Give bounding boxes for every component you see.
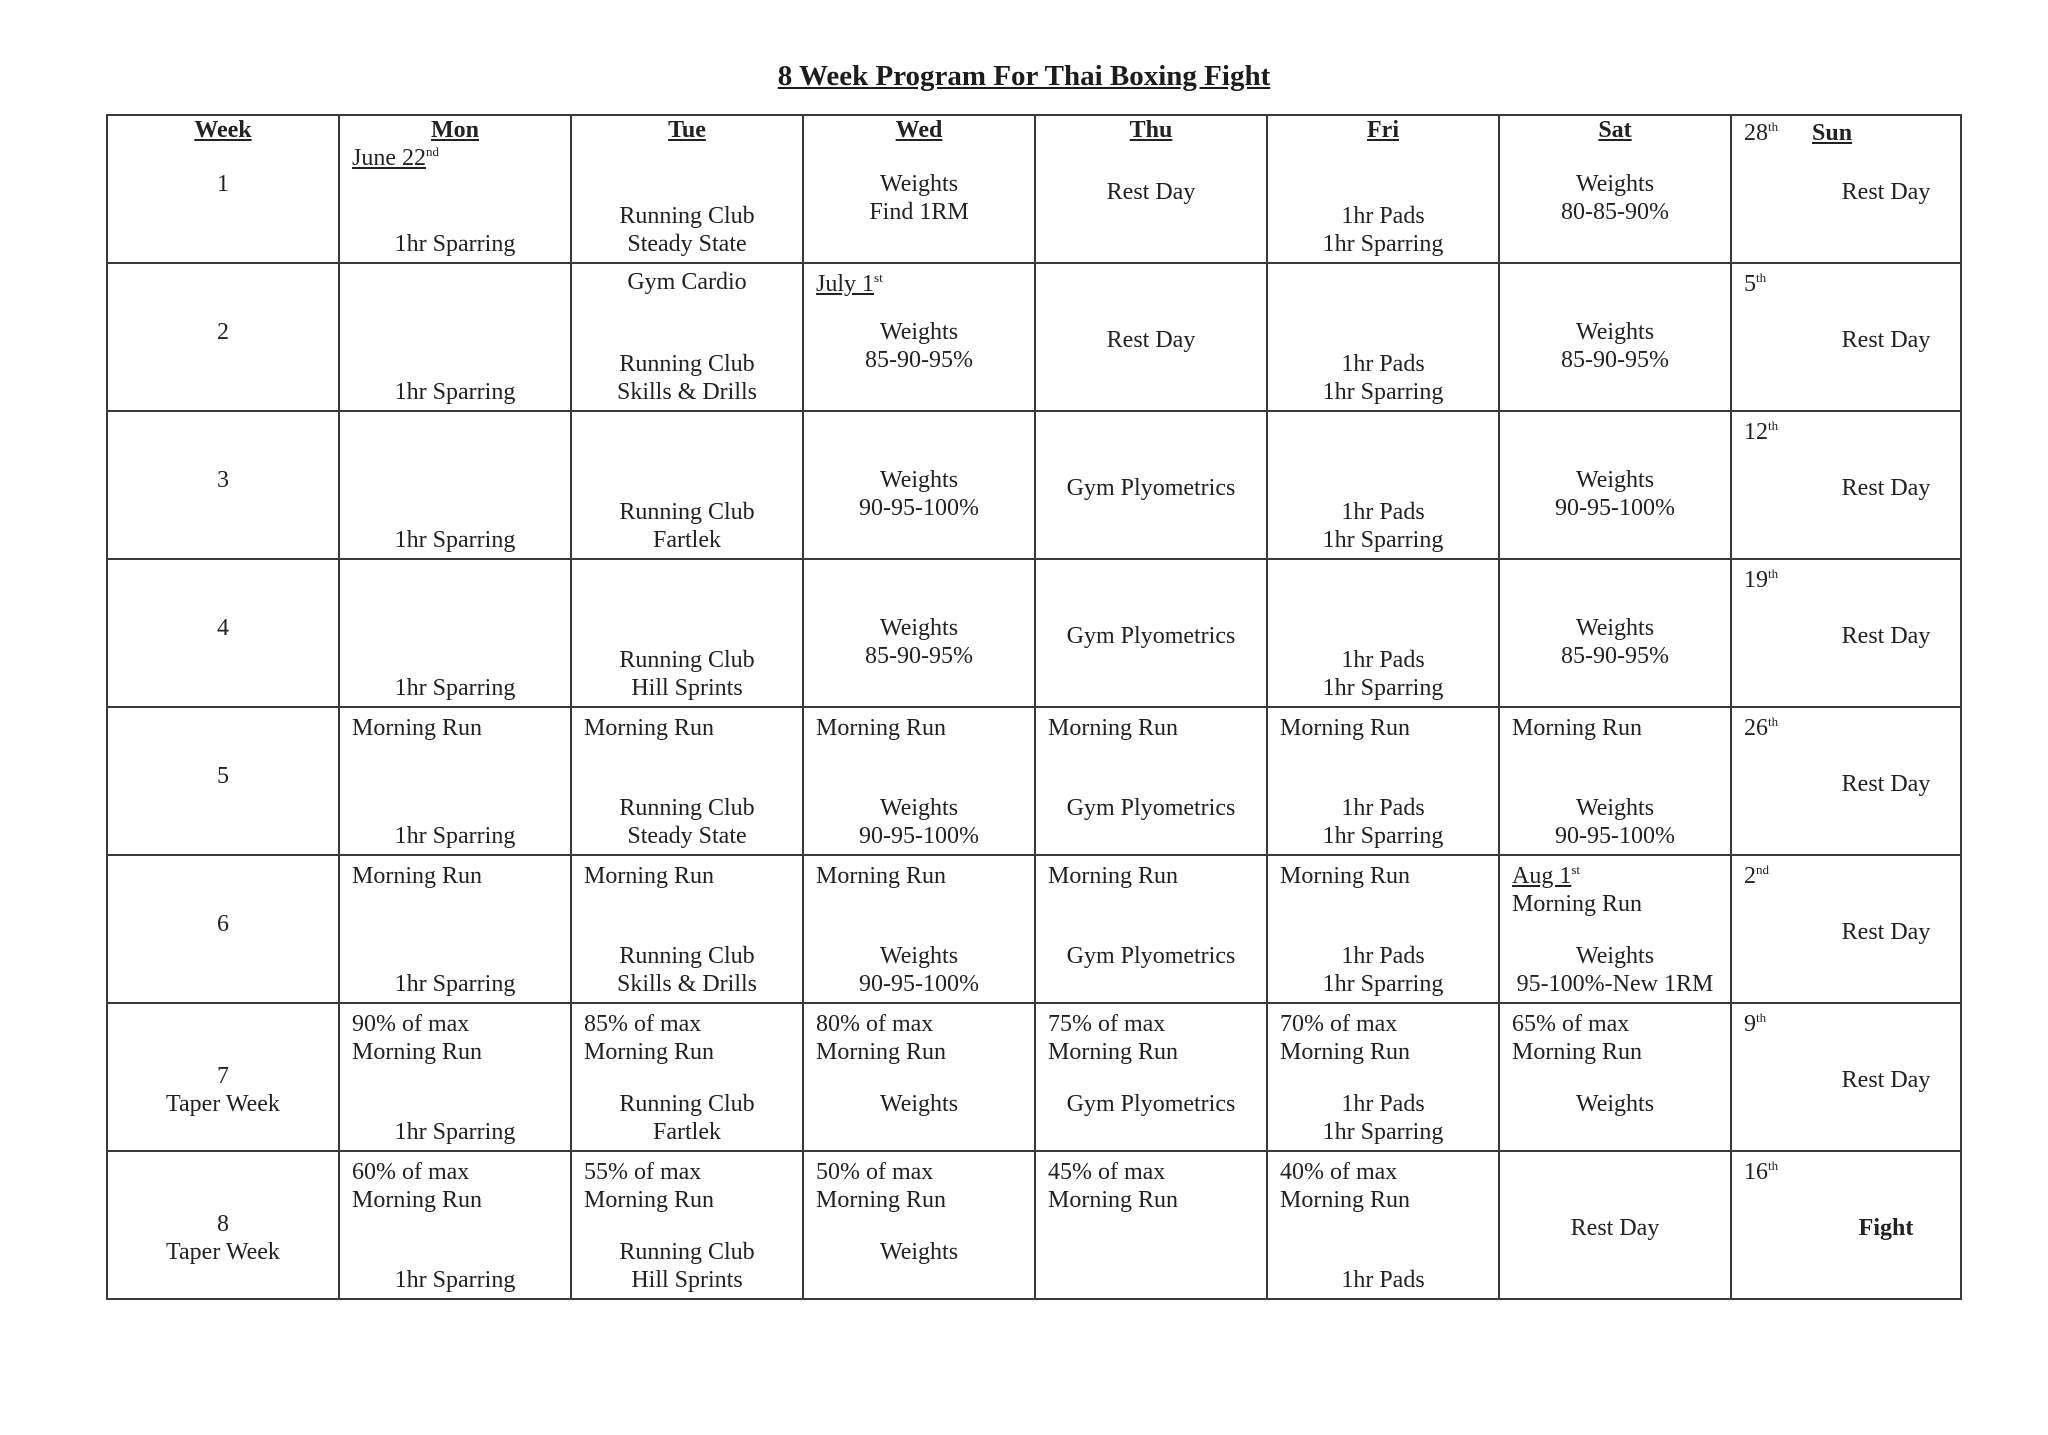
date-label: 16 xyxy=(1744,1159,1768,1185)
day-cell-mon xyxy=(339,1003,571,1151)
session-text: Gym Plyometrics xyxy=(1066,623,1236,649)
day-cell-sun xyxy=(1731,855,1961,1003)
day-cell-tue xyxy=(571,411,803,559)
date-suffix: nd xyxy=(426,144,439,159)
week-label: Taper Week xyxy=(166,1091,280,1117)
session-text: Hill Sprints xyxy=(631,1267,743,1293)
session-text: Morning Run xyxy=(352,715,483,741)
session-text: Rest Day xyxy=(1106,327,1196,353)
session-text: Morning Run xyxy=(1048,1039,1179,1065)
session-text: Morning Run xyxy=(584,715,715,741)
date-suffix: th xyxy=(1768,1158,1779,1173)
session-text: Morning Run xyxy=(352,1039,483,1065)
date-suffix: th xyxy=(1768,566,1779,581)
day-cell-sat xyxy=(1499,411,1731,559)
day-cell-thu xyxy=(1035,115,1267,263)
week-cell xyxy=(107,1003,339,1151)
session-text: Weights xyxy=(1575,319,1655,345)
date-label: 5 xyxy=(1744,271,1756,297)
day-cell-thu xyxy=(1035,855,1267,1003)
session-text: Rest Day xyxy=(1841,919,1931,945)
session-text: Running Club xyxy=(619,499,755,525)
session-text: 1hr Sparring xyxy=(1322,971,1444,997)
session-text: Steady State xyxy=(627,231,747,257)
week-number: 2 xyxy=(217,319,229,345)
session-text: Weights xyxy=(1575,943,1655,969)
day-cell-fri xyxy=(1267,707,1499,855)
date-label: Aug 1 xyxy=(1512,863,1572,889)
week-number: 3 xyxy=(217,467,229,493)
day-cell-tue xyxy=(571,855,803,1003)
day-cell-tue xyxy=(571,263,803,411)
session-text: Morning Run xyxy=(352,1187,483,1213)
day-cell-thu xyxy=(1035,411,1267,559)
session-text: 85-90-95% xyxy=(865,347,973,373)
week-number: 6 xyxy=(217,911,229,937)
session-text: Morning Run xyxy=(816,1039,947,1065)
date-label: 26 xyxy=(1744,715,1768,741)
session-text: Morning Run xyxy=(1280,1039,1411,1065)
session-text: Gym Plyometrics xyxy=(1066,1091,1236,1117)
session-text: Weights xyxy=(879,795,959,821)
session-text: 1hr Pads xyxy=(1341,943,1425,969)
session-text: Morning Run xyxy=(1048,715,1179,741)
week-number: 8 xyxy=(217,1211,229,1237)
session-text: Running Club xyxy=(619,647,755,673)
day-cell-sun xyxy=(1731,263,1961,411)
session-text: 1hr Sparring xyxy=(1322,231,1444,257)
session-text: Morning Run xyxy=(584,863,715,889)
session-text: 60% of max xyxy=(352,1159,470,1185)
session-text: 1hr Pads xyxy=(1341,351,1425,377)
day-cell-fri xyxy=(1267,1151,1499,1299)
session-text: 1hr Pads xyxy=(1341,1267,1425,1293)
header-sun: Sun xyxy=(1812,120,1853,146)
session-text: 1hr Pads xyxy=(1341,203,1425,229)
day-cell-sun xyxy=(1731,707,1961,855)
date-label: 2 xyxy=(1744,863,1756,889)
table-row xyxy=(107,559,1961,707)
day-cell-wed xyxy=(803,855,1035,1003)
session-text: Morning Run xyxy=(1048,863,1179,889)
session-text: Weights xyxy=(879,1091,959,1117)
week-cell xyxy=(107,411,339,559)
day-cell-sun xyxy=(1731,1151,1961,1299)
session-text: 1hr Sparring xyxy=(394,971,516,997)
week-number: 7 xyxy=(217,1063,229,1089)
session-text: 85-90-95% xyxy=(1561,643,1669,669)
session-text: Weights xyxy=(1575,171,1655,197)
session-text: Gym Plyometrics xyxy=(1066,943,1236,969)
day-cell-fri xyxy=(1267,855,1499,1003)
session-text: Morning Run xyxy=(584,1039,715,1065)
session-text: 90-95-100% xyxy=(859,823,979,849)
table-row xyxy=(107,115,1961,263)
week-cell xyxy=(107,559,339,707)
week-cell xyxy=(107,707,339,855)
session-text: 50% of max xyxy=(816,1159,934,1185)
date-suffix: nd xyxy=(1756,862,1769,877)
table-row xyxy=(107,855,1961,1003)
week-cell xyxy=(107,855,339,1003)
session-text: Rest Day xyxy=(1841,1067,1931,1093)
session-text: 85-90-95% xyxy=(1561,347,1669,373)
session-text: 1hr Pads xyxy=(1341,795,1425,821)
session-text: 1hr Sparring xyxy=(1322,823,1444,849)
header-thu: Thu xyxy=(1129,117,1173,143)
day-cell-fri xyxy=(1267,411,1499,559)
session-text: Skills & Drills xyxy=(616,971,758,997)
session-text: Weights xyxy=(1575,615,1655,641)
session-text: Rest Day xyxy=(1841,327,1931,353)
session-text: Rest Day xyxy=(1841,475,1931,501)
session-text: Morning Run xyxy=(1512,715,1643,741)
day-cell-sun xyxy=(1731,1003,1961,1151)
session-text: Weights xyxy=(879,171,959,197)
session-text: 95-100%-New 1RM xyxy=(1516,971,1714,997)
day-cell-mon xyxy=(339,559,571,707)
session-text: 1hr Sparring xyxy=(394,1267,516,1293)
session-text: 90% of max xyxy=(352,1011,470,1037)
date-suffix: th xyxy=(1768,418,1779,433)
session-text: 40% of max xyxy=(1280,1159,1398,1185)
day-cell-tue xyxy=(571,707,803,855)
date-suffix: st xyxy=(874,270,883,285)
session-text: Fartlek xyxy=(653,1119,721,1145)
session-text: Morning Run xyxy=(1048,1187,1179,1213)
day-cell-mon xyxy=(339,855,571,1003)
session-text: Weights xyxy=(1575,467,1655,493)
session-text: Weights xyxy=(1575,795,1655,821)
session-text: Morning Run xyxy=(1280,1187,1411,1213)
week-cell xyxy=(107,1151,339,1299)
week-cell xyxy=(107,115,339,263)
session-text: Weights xyxy=(1575,1091,1655,1117)
session-text: 45% of max xyxy=(1048,1159,1166,1185)
day-cell-sat xyxy=(1499,855,1731,1003)
session-text: Find 1RM xyxy=(869,199,969,225)
session-text: Running Club xyxy=(619,351,755,377)
day-cell-wed xyxy=(803,411,1035,559)
day-cell-wed xyxy=(803,115,1035,263)
table-row xyxy=(107,411,1961,559)
day-cell-thu xyxy=(1035,263,1267,411)
day-cell-tue xyxy=(571,559,803,707)
date-label: June 22 xyxy=(352,145,426,171)
header-sat: Sat xyxy=(1598,117,1632,143)
week-cell xyxy=(107,263,339,411)
session-text: 90-95-100% xyxy=(859,971,979,997)
header-week: Week xyxy=(194,117,252,143)
day-cell-sat xyxy=(1499,1151,1731,1299)
session-text: Running Club xyxy=(619,943,755,969)
day-cell-sun xyxy=(1731,559,1961,707)
session-text: 75% of max xyxy=(1048,1011,1166,1037)
session-text: Morning Run xyxy=(584,1187,715,1213)
week-number: 5 xyxy=(217,763,229,789)
session-text: Morning Run xyxy=(816,715,947,741)
session-text: 1hr Pads xyxy=(1341,499,1425,525)
day-cell-tue xyxy=(571,115,803,263)
session-text: 85-90-95% xyxy=(865,643,973,669)
day-cell-sun xyxy=(1731,411,1961,559)
session-text: Weights xyxy=(879,943,959,969)
date-label: 28 xyxy=(1744,120,1768,146)
session-text: 90-95-100% xyxy=(1555,495,1675,521)
day-cell-mon xyxy=(339,707,571,855)
session-text: 1hr Sparring xyxy=(394,675,516,701)
session-text: Fartlek xyxy=(653,527,721,553)
date-label: 12 xyxy=(1744,419,1768,445)
session-text: Morning Run xyxy=(352,863,483,889)
header-wed: Wed xyxy=(895,117,943,143)
schedule-table xyxy=(106,114,1962,1300)
day-cell-fri xyxy=(1267,559,1499,707)
session-text: Running Club xyxy=(619,1091,755,1117)
date-suffix: th xyxy=(1756,270,1767,285)
day-cell-tue xyxy=(571,1003,803,1151)
day-cell-tue xyxy=(571,1151,803,1299)
date-label: 19 xyxy=(1744,567,1768,593)
session-text: 1hr Pads xyxy=(1341,647,1425,673)
session-text: 90-95-100% xyxy=(1555,823,1675,849)
session-text: 80-85-90% xyxy=(1561,199,1669,225)
date-suffix: th xyxy=(1768,119,1779,134)
session-text: Running Club xyxy=(619,1239,755,1265)
date-suffix: th xyxy=(1756,1010,1767,1025)
session-text: Morning Run xyxy=(1280,863,1411,889)
session-text: Rest Day xyxy=(1570,1215,1660,1241)
session-text: Rest Day xyxy=(1841,623,1931,649)
session-text: Gym Cardio xyxy=(627,269,747,295)
day-cell-sat xyxy=(1499,115,1731,263)
session-text: Steady State xyxy=(627,823,747,849)
session-text: 1hr Sparring xyxy=(394,527,516,553)
session-text: 1hr Sparring xyxy=(1322,527,1444,553)
session-text: 1hr Sparring xyxy=(1322,675,1444,701)
day-cell-mon xyxy=(339,115,571,263)
day-cell-sat xyxy=(1499,559,1731,707)
day-cell-sat xyxy=(1499,1003,1731,1151)
session-text: 1hr Sparring xyxy=(1322,1119,1444,1145)
session-text: Hill Sprints xyxy=(631,675,743,701)
table-row xyxy=(107,707,1961,855)
date-suffix: th xyxy=(1768,714,1779,729)
session-text: Weights xyxy=(879,467,959,493)
session-text: 1hr Pads xyxy=(1341,1091,1425,1117)
day-cell-mon xyxy=(339,1151,571,1299)
session-text: 70% of max xyxy=(1280,1011,1398,1037)
session-text: Gym Plyometrics xyxy=(1066,475,1236,501)
day-cell-thu xyxy=(1035,707,1267,855)
day-cell-wed xyxy=(803,559,1035,707)
day-cell-wed xyxy=(803,707,1035,855)
day-cell-wed xyxy=(803,263,1035,411)
session-text: 55% of max xyxy=(584,1159,702,1185)
session-text: Rest Day xyxy=(1841,179,1931,205)
page-title: 8 Week Program For Thai Boxing Fight xyxy=(777,60,1271,92)
table-row xyxy=(107,263,1961,411)
day-cell-mon xyxy=(339,263,571,411)
header-mon: Mon xyxy=(431,117,479,143)
session-text: 65% of max xyxy=(1512,1011,1630,1037)
session-text: 1hr Sparring xyxy=(394,379,516,405)
day-cell-fri xyxy=(1267,1003,1499,1151)
day-cell-thu xyxy=(1035,1151,1267,1299)
session-text: 90-95-100% xyxy=(859,495,979,521)
table-row xyxy=(107,1151,1961,1299)
day-cell-sat xyxy=(1499,707,1731,855)
session-text: Weights xyxy=(879,615,959,641)
header-tue: Tue xyxy=(668,117,706,143)
table-row xyxy=(107,1003,1961,1151)
session-text: 1hr Sparring xyxy=(1322,379,1444,405)
day-cell-fri xyxy=(1267,263,1499,411)
session-text: 1hr Sparring xyxy=(394,231,516,257)
week-label: Taper Week xyxy=(166,1239,280,1265)
session-text: Rest Day xyxy=(1106,179,1196,205)
day-cell-mon xyxy=(339,411,571,559)
session-text: Morning Run xyxy=(1512,891,1643,917)
session-text: Skills & Drills xyxy=(616,379,758,405)
week-number: 1 xyxy=(217,171,229,197)
session-text: Weights xyxy=(879,319,959,345)
date-label: 9 xyxy=(1744,1011,1756,1037)
session-text: Running Club xyxy=(619,795,755,821)
session-text: Fight xyxy=(1858,1215,1914,1241)
session-text: Morning Run xyxy=(1512,1039,1643,1065)
session-text: 1hr Sparring xyxy=(394,1119,516,1145)
header-fri: Fri xyxy=(1367,117,1399,143)
session-text: Morning Run xyxy=(816,1187,947,1213)
session-text: 85% of max xyxy=(584,1011,702,1037)
day-cell-thu xyxy=(1035,1003,1267,1151)
session-text: Running Club xyxy=(619,203,755,229)
session-text: 1hr Sparring xyxy=(394,823,516,849)
date-suffix: st xyxy=(1571,862,1581,877)
day-cell-thu xyxy=(1035,559,1267,707)
day-cell-wed xyxy=(803,1151,1035,1299)
day-cell-sun xyxy=(1731,115,1961,263)
session-text: Morning Run xyxy=(1280,715,1411,741)
session-text: Rest Day xyxy=(1841,771,1931,797)
session-text: Weights xyxy=(879,1239,959,1265)
day-cell-sat xyxy=(1499,263,1731,411)
session-text: 80% of max xyxy=(816,1011,934,1037)
week-number: 4 xyxy=(217,615,229,641)
session-text: Gym Plyometrics xyxy=(1066,795,1236,821)
day-cell-fri xyxy=(1267,115,1499,263)
session-text: Morning Run xyxy=(816,863,947,889)
day-cell-wed xyxy=(803,1003,1035,1151)
date-label: July 1 xyxy=(816,271,875,297)
